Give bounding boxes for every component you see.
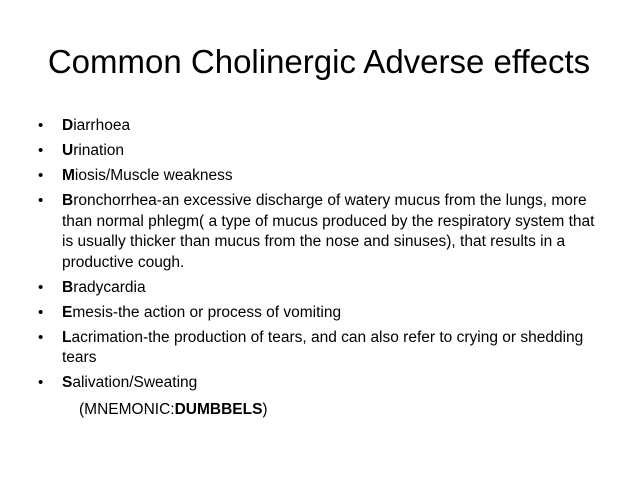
mnemonic-word: DUMBBELS <box>174 401 263 418</box>
bullet-icon: • <box>38 328 44 346</box>
mnemonic-prefix: (MNEMONIC: <box>79 401 175 418</box>
bullet-icon: • <box>38 192 44 209</box>
item-text: mesis-the action or process of vomiting <box>72 303 342 321</box>
item-text: rination <box>73 142 125 159</box>
bullet-icon: • <box>38 374 44 391</box>
mnemonic-line <box>79 400 268 421</box>
list-item <box>38 278 598 299</box>
item-initial: L <box>62 328 72 346</box>
list-item <box>38 303 598 324</box>
item-initial: E <box>62 303 73 321</box>
item-initial: B <box>62 192 74 209</box>
list-item <box>38 191 598 273</box>
item-initial: B <box>62 278 74 296</box>
item-initial: U <box>62 142 74 159</box>
item-initial: D <box>62 117 74 134</box>
list-item <box>38 373 598 394</box>
item-text: radycardia <box>73 278 146 296</box>
item-text: acrimation-the production of tears, and can also refer to crying or shedding tears <box>62 328 584 366</box>
mnemonic-suffix: ) <box>262 401 268 418</box>
list-item <box>38 141 598 162</box>
slide-title: Common Cholinergic Adverse effects <box>47 43 591 80</box>
bullet-list <box>38 116 598 398</box>
item-text: iosis/Muscle weakness <box>74 167 233 184</box>
bullet-icon: • <box>38 167 44 184</box>
list-item <box>38 116 598 137</box>
item-initial: S <box>62 374 73 391</box>
bullet-icon: • <box>38 303 44 321</box>
bullet-icon: • <box>38 278 44 296</box>
item-initial: M <box>62 167 75 184</box>
item-text: iarrhoea <box>73 117 131 134</box>
item-text: ronchorrhea-an excessive discharge of watery mucus from the lungs, more than normal phlegm( a type of mucus produced by the respiratory system that is usually thicker than mucus from the nose and sinuses), that results in a productive cough. <box>62 192 595 271</box>
list-item <box>38 328 598 369</box>
item-text: alivation/Sweating <box>72 374 198 391</box>
bullet-icon: • <box>38 117 44 134</box>
bullet-icon: • <box>38 142 44 159</box>
list-item <box>38 166 598 187</box>
